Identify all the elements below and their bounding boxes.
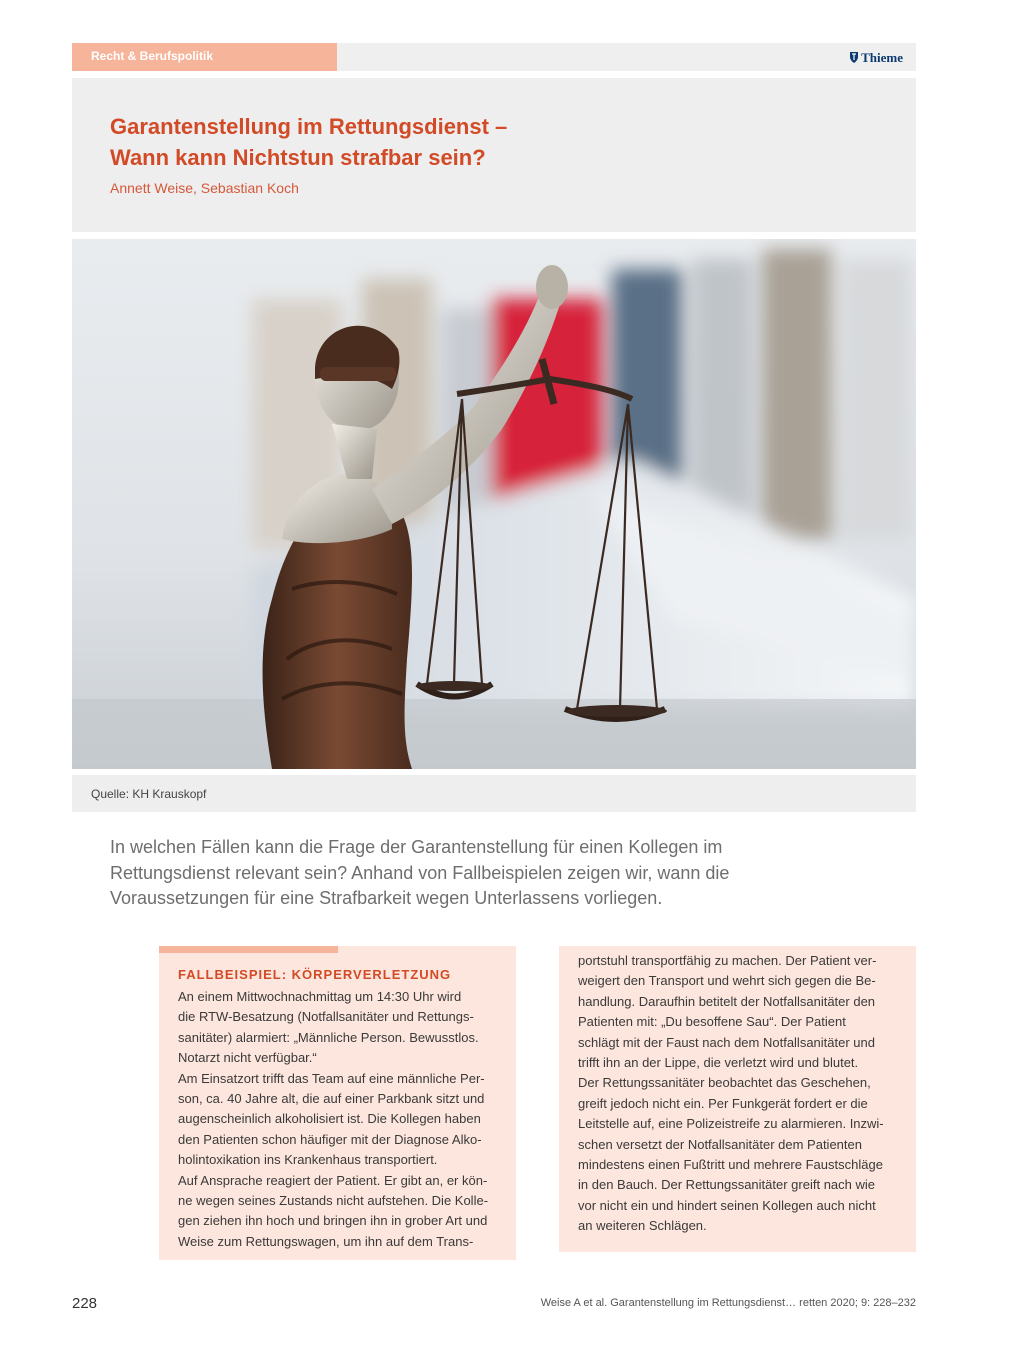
case-box-accent [159, 946, 338, 953]
section-label: Recht & Berufspolitik [91, 49, 214, 63]
text-line: handlung. Daraufhin betitelt der Notfallsanitäter den [578, 993, 876, 1009]
text-line: mindestens einen Fußtritt und mehrere Faustschläge [578, 1157, 883, 1173]
lead-line: In welchen Fällen kann die Frage der Garantenstellung für einen Kollegen im [110, 837, 723, 857]
text-line: gen ziehen ihn hoch und bringen ihn in grober Art und [178, 1213, 488, 1229]
text-line: an weiteren Schlägen. [578, 1218, 707, 1234]
article-title [110, 111, 810, 173]
text-line: Patienten mit: „Du besoffene Sau“. Der Patient [578, 1014, 846, 1030]
text-line: Der Rettungssanitäter beobachtet das Geschehen, [578, 1075, 871, 1091]
page-number: 228 [72, 1295, 98, 1312]
text-line: An einem Mittwochnachmittag um 14:30 Uhr wird [178, 989, 462, 1004]
lead-line: Rettungsdienst relevant sein? Anhand von Fallbeispielen zeigen wir, wann die [110, 862, 730, 883]
case-box-heading: FALLBEISPIEL: KÖRPERVERLETZUNG [178, 967, 452, 982]
text-line: ne wegen seines Zustands nicht aufstehen. Die Kolle- [178, 1193, 489, 1209]
article-photo [72, 239, 916, 769]
publisher-logo [849, 50, 903, 66]
text-line: greift jedoch nicht ein. Per Funkgerät fordert er die [578, 1095, 868, 1111]
lead-line: Voraussetzungen für eine Strafbarkeit wegen Unterlassens vorliegen. [110, 888, 663, 908]
section-tag [72, 43, 337, 71]
text-line: Notarzt nicht verfügbar.“ [178, 1050, 317, 1066]
case-text-left [178, 987, 496, 1252]
text-line: trifft ihn an der Lippe, die verletzt wird und blutet. [578, 1055, 859, 1071]
text-line: Am Einsatzort trifft das Team auf eine männliche Per- [178, 1070, 485, 1086]
thieme-crest-icon [849, 51, 859, 64]
text-line: portstuhl transportfähig zu machen. Der Patient ver- [578, 953, 877, 968]
text-line: den Patienten schon häufiger mit der Diagnose Alko- [178, 1131, 482, 1147]
text-line: Auf Ansprache reagiert der Patient. Er gibt an, er kön- [178, 1172, 488, 1188]
text-line: sanitäter) alarmiert: „Männliche Person. Bewusstlos. [178, 1029, 479, 1045]
article-authors: Annett Weise, Sebastian Koch [110, 180, 299, 196]
text-line: Leitstelle auf, eine Polizeistreife zu alarmieren. Inzwi- [578, 1116, 884, 1132]
citation: Weise A et al. Garantenstellung im Rettungsdienst… retten 2020; 9: 228–232 [540, 1297, 916, 1309]
text-line: schlägt mit der Faust nach dem Notfallsanitäter und [578, 1034, 875, 1050]
title-line-1: Garantenstellung im Rettungsdienst – [110, 114, 508, 139]
case-text-right [578, 951, 898, 1237]
text-line: in den Bauch. Der Rettungssanitäter greift nach wie [578, 1177, 876, 1193]
publisher-name: Thieme [861, 50, 903, 65]
text-line: augenscheinlich alkoholisiert ist. Die Kollegen haben [178, 1111, 481, 1127]
text-line: die RTW-Besatzung (Notfallsanitäter und Rettungs- [178, 1009, 474, 1025]
text-line: son, ca. 40 Jahre alt, die auf einer Parkbank sitzt und [178, 1091, 485, 1107]
lead-paragraph [110, 835, 790, 912]
justitia-statue-with-scales [72, 239, 916, 769]
text-line: Weise zum Rettungswagen, um ihn auf dem Trans- [178, 1233, 474, 1249]
photo-caption: Quelle: KH Krauskopf [91, 787, 207, 801]
text-line: schen versetzt der Notfallsanitäter dem Patienten [578, 1136, 862, 1152]
text-line: weigert den Transport und wehrt sich gegen die Be- [578, 973, 876, 989]
text-line: vor nicht ein und hindert seinen Kollegen auch nicht [578, 1197, 876, 1213]
title-line-2: Wann kann Nichtstun strafbar sein? [110, 145, 486, 170]
text-line: holintoxikation ins Krankenhaus transportiert. [178, 1152, 438, 1168]
